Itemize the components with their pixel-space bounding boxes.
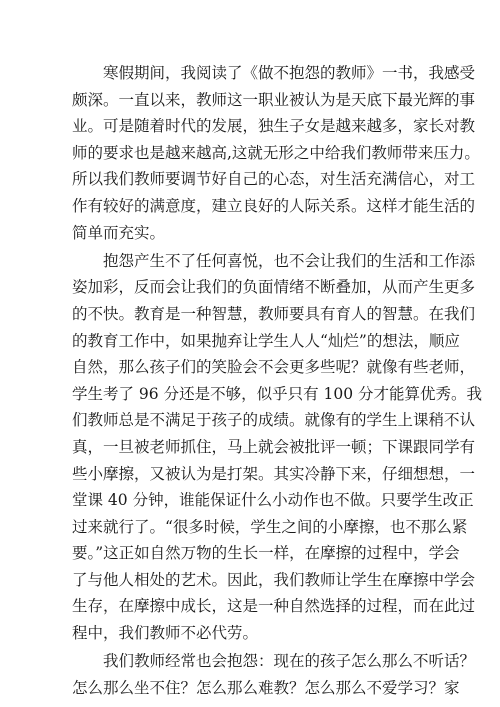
- paragraph-line: 的教育工作中，如果抛弃让学生人人“灿烂”的想法，顺应: [72, 331, 460, 350]
- paragraph-line: 寒假期间，我阅读了《做不抱怨的教师》一书，我感受: [72, 64, 476, 82]
- paragraph-line: 作有较好的满意度，建立良好的人际关系。这样才能生活的: [72, 196, 476, 215]
- paragraph-line: 姿加彩，反而会让我们的负面情绪不断叠加，从而产生更多: [72, 278, 476, 297]
- paragraph-1: [72, 60, 480, 246]
- paragraph-line: 们教师总是不满足于孩子的成绩。就像有的学生上课稍不认: [72, 411, 476, 430]
- paragraph-line: 生存，在摩擦中成长，这是一种自然选择的过程，而在此过: [72, 597, 476, 616]
- paragraph-2: [72, 248, 483, 647]
- paragraph-3: [72, 648, 476, 701]
- paragraph-line: 简单而充实。: [72, 223, 166, 242]
- paragraph-line: 堂课 40 分钟，谁能保证什么小动作也不做。只要学生改正: [72, 491, 474, 510]
- paragraph-line: 些小摩擦，又被认为是打架。其实冷静下来，仔细想想，一: [72, 464, 476, 483]
- paragraph-line: 所以我们教师要调节好自己的心态，对生活充满信心，对工: [72, 170, 476, 189]
- paragraph-line: 程中，我们教师不必代劳。: [72, 624, 259, 643]
- paragraph-line: 业。可是随着时代的发展，独生子女是越来越多，家长对教: [72, 117, 476, 136]
- paragraph-line: 抱怨产生不了任何喜悦，也不会让我们的生活和工作添: [72, 251, 476, 270]
- paragraph-line: 师的要求也是越来越高,这就无形之中给我们教师带来压力。: [72, 143, 480, 162]
- paragraph-line: 自然，那么孩子们的笑脸会不会更多些呢？就像有些老师，: [72, 358, 476, 377]
- paragraph-line: 真，一旦被老师抓住，马上就会被批评一顿；下课跟同学有: [72, 437, 476, 456]
- paragraph-line: 过来就行了。“很多时候，学生之间的小摩擦，也不那么紧: [72, 517, 468, 536]
- paragraph-line: 的不快。教育是一种智慧，教师要具有育人的智慧。在我们: [72, 304, 476, 323]
- paragraph-line: 我们教师经常也会抱怨：现在的孩子怎么那么不听话？: [72, 652, 476, 671]
- article-body: [72, 60, 483, 701]
- paragraph-line: 要。”这正如自然万物的生长一样，在摩擦的过程中，学会: [72, 544, 460, 563]
- paragraph-line: 学生考了 96 分还是不够，似乎只有 100 分才能算优秀。我: [72, 384, 483, 403]
- paragraph-line: 了与他人相处的艺术。因此，我们教师让学生在摩擦中学会: [72, 570, 476, 589]
- paragraph-line: 怎么那么坐不住？怎么那么难教？怎么那么不爱学习？家: [72, 678, 460, 697]
- paragraph-line: 颇深。一直以来，教师这一职业被认为是天底下最光辉的事: [72, 90, 476, 109]
